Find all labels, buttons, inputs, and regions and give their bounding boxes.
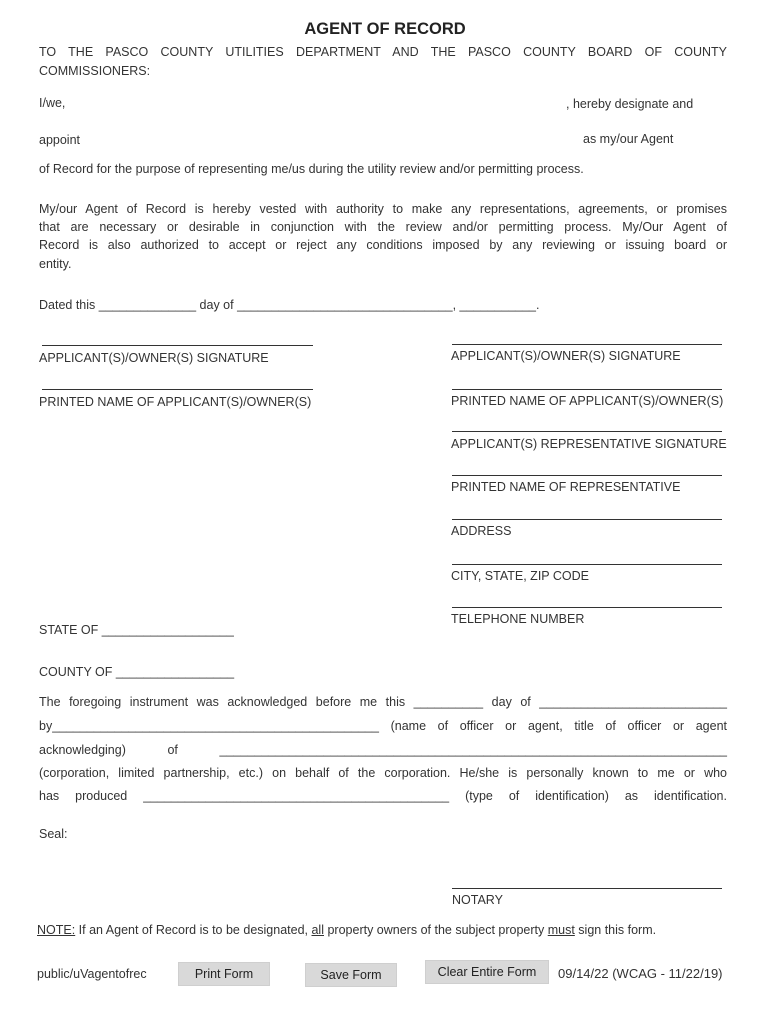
state-of-line: STATE OF ___________________: [39, 623, 234, 637]
header-line-1: TO THE PASCO COUNTY UTILITIES DEPARTMENT AND THE PASCO COUNTY BOARD OF COUNTY: [39, 45, 727, 59]
right-signature-label: APPLICANT(S)/OWNER(S) SIGNATURE: [451, 349, 681, 363]
purpose-text: of Record for the purpose of representing me/us during the utility review and/or permitting process.: [39, 162, 584, 176]
note-text-c: sign this form.: [574, 923, 657, 937]
left-printed-name-line[interactable]: [42, 389, 313, 390]
header-line-2: COMMISSIONERS:: [39, 64, 151, 78]
phone-label: TELEPHONE NUMBER: [451, 612, 585, 626]
right-signature-line[interactable]: [452, 344, 722, 345]
note-must: must: [547, 923, 575, 937]
note-text: [37, 922, 656, 938]
acknowledgement-line-5: has produced ____________________________________________ (type of identification) as identification.: [39, 789, 727, 803]
right-printed-name-line[interactable]: [452, 389, 722, 390]
form-title: AGENT OF RECORD: [304, 20, 466, 38]
rep-name-label: PRINTED NAME OF REPRESENTATIVE: [451, 480, 681, 494]
rep-signature-label: APPLICANT(S) REPRESENTATIVE SIGNATURE: [451, 437, 727, 451]
note-text-b: property owners of the subject property: [324, 923, 548, 937]
left-signature-line[interactable]: [42, 345, 313, 346]
note-text-a: If an Agent of Record is to be designated,: [75, 923, 312, 937]
notary-label: NOTARY: [452, 893, 503, 907]
authority-line-1: My/our Agent of Record is hereby vested with authority to make any representations, agreements, or promises: [39, 202, 727, 216]
form-version: 09/14/22 (WCAG - 11/22/19): [558, 966, 723, 981]
county-of-line: COUNTY OF _________________: [39, 665, 235, 679]
acknowledgement-line-2: by_______________________________________________ (name of officer or agent, title of officer or agent: [39, 719, 727, 733]
acknowledgement-line-1: The foregoing instrument was acknowledged before me this __________ day of ___________________________: [39, 695, 727, 709]
as-agent-label: as my/our Agent: [583, 132, 674, 146]
clear-form-button[interactable]: Clear Entire Form: [425, 960, 549, 984]
phone-line[interactable]: [452, 607, 722, 608]
authority-line-4: entity.: [39, 257, 72, 271]
acknowledgement-line-3: acknowledging) of _________________________________________________________________________: [39, 743, 727, 757]
address-label: ADDRESS: [451, 524, 512, 538]
left-printed-name-label: PRINTED NAME OF APPLICANT(S)/OWNER(S): [39, 395, 312, 409]
authority-line-2: that are necessary or desirable in conjunction with the review and/or permitting process. My/Our Agent of: [39, 220, 727, 234]
dated-line: Dated this ______________ day of _______________________________, ___________.: [39, 298, 540, 312]
save-form-button[interactable]: Save Form: [305, 963, 397, 987]
print-form-button[interactable]: Print Form: [178, 962, 270, 986]
acknowledgement-line-4: (corporation, limited partnership, etc.) on behalf of the corporation. He/she is personally known to me or who: [39, 766, 727, 780]
city-label: CITY, STATE, ZIP CODE: [451, 569, 589, 583]
notary-signature-line[interactable]: [452, 888, 722, 889]
city-line[interactable]: [452, 564, 722, 565]
rep-name-line[interactable]: [452, 475, 722, 476]
appoint-label: appoint: [39, 133, 81, 147]
form-path: public/uVagentofrec: [37, 967, 147, 981]
left-signature-label: APPLICANT(S)/OWNER(S) SIGNATURE: [39, 351, 269, 365]
note-label: NOTE:: [37, 923, 76, 937]
hereby-designate-label: , hereby designate and: [566, 97, 694, 111]
iwe-label: I/we,: [39, 96, 66, 110]
note-all: all: [311, 923, 324, 937]
authority-line-3: Record is also authorized to accept or reject any conditions imposed by any reviewing or issuing board or: [39, 238, 727, 252]
seal-label: Seal:: [39, 827, 68, 841]
right-printed-name-label: PRINTED NAME OF APPLICANT(S)/OWNER(S): [451, 394, 724, 408]
rep-signature-line[interactable]: [452, 431, 722, 432]
address-line[interactable]: [452, 519, 722, 520]
